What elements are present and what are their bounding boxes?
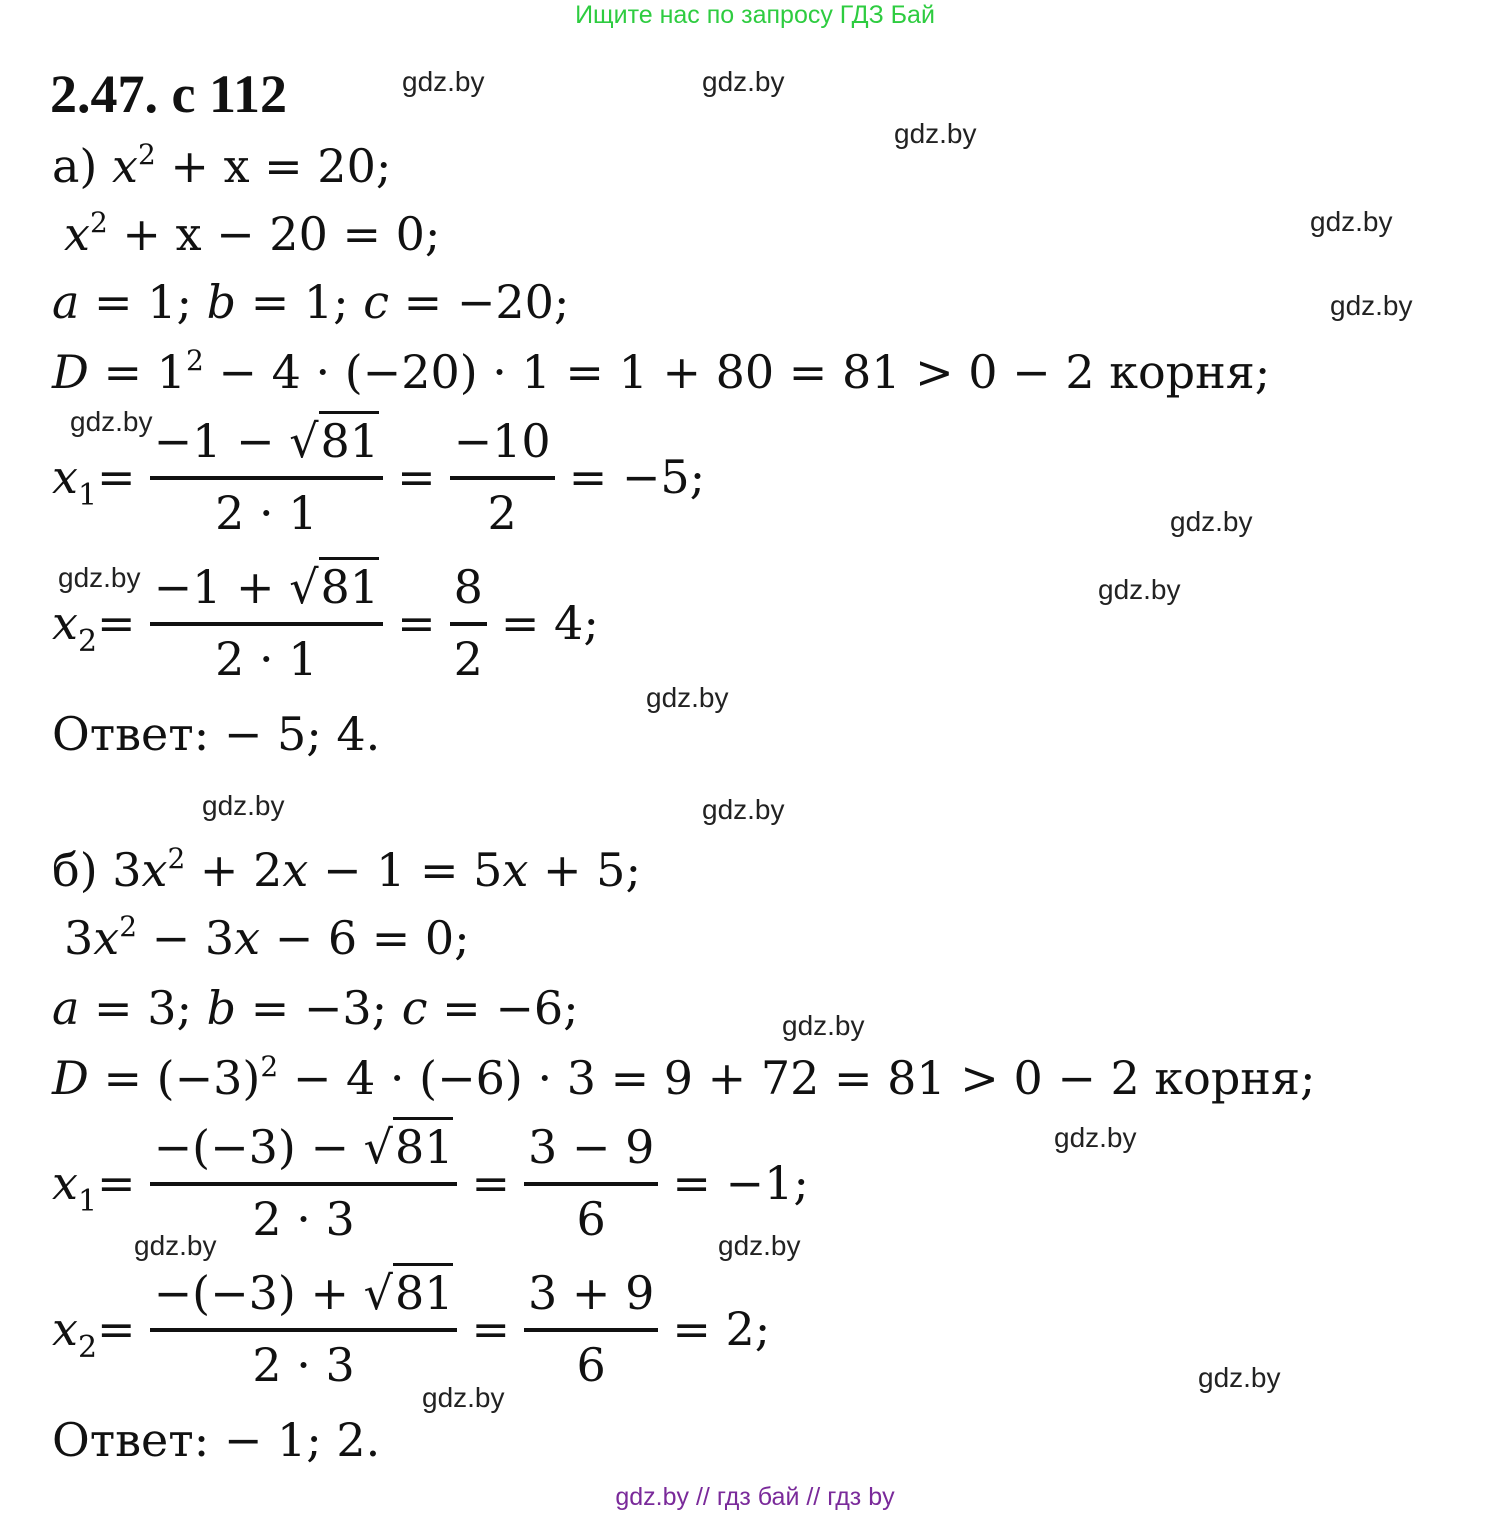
- watermark: gdz.by: [202, 790, 285, 821]
- watermark: gdz.by: [702, 794, 785, 825]
- exercise-title: 2.47. с 112: [50, 64, 287, 124]
- fraction: $\frac{-(-3) + √81}{2 \cdot 3}$: [150, 1264, 458, 1394]
- part-b-equation: б) $3x^2 + 2x - 1 = 5x + 5$;: [52, 842, 641, 897]
- part-b-answer: Ответ: − 1; 2.: [52, 1413, 381, 1467]
- fraction: $\frac{-1 - √81}{2 \cdot 1}$: [150, 412, 383, 542]
- top-banner: Ищите нас по запросу ГДЗ Бай: [575, 1, 935, 29]
- fraction: $\frac{8}{2}$: [450, 558, 487, 688]
- part-a-coefficients: a = 1; b = 1; c = −20;: [52, 275, 570, 329]
- watermark: gdz.by: [70, 406, 153, 437]
- part-a-equation: а) $x^2 + x = 20$;: [52, 138, 392, 193]
- part-a-answer: Ответ: − 5; 4.: [52, 707, 381, 761]
- fraction: $\frac{-1 + √81}{2 \cdot 1}$: [150, 558, 383, 688]
- part-b-root-x2: $x_2$ = $\frac{-(-3) + √81}{2 \cdot 3}$ = $\frac{3 + 9}{6}$ = 2;: [52, 1264, 770, 1394]
- part-b-coefficients: a = 3; b = −3; c = −6;: [52, 981, 579, 1035]
- watermark: gdz.by: [718, 1230, 801, 1261]
- fraction: $\frac{3 + 9}{6}$: [524, 1264, 658, 1394]
- watermark: gdz.by: [894, 118, 977, 149]
- watermark: gdz.by: [1170, 506, 1253, 537]
- part-b-root-x1: $x_1$ = $\frac{-(-3) - √81}{2 \cdot 3}$ = $\frac{3 - 9}{6}$ = −1;: [52, 1118, 809, 1248]
- part-b-discriminant: $D = (-3)^2 - 4 \cdot (-6) \cdot 3 = 9 + 72 = 81 > 0 - 2$ корня;: [52, 1050, 1316, 1105]
- watermark: gdz.by: [702, 66, 785, 97]
- watermark: gdz.by: [402, 66, 485, 97]
- watermark: gdz.by: [1098, 574, 1181, 605]
- part-a-root-x1: $x_1$ = $\frac{-1 - √81}{2 \cdot 1}$ = $\frac{-10}{2}$ = −5;: [52, 412, 705, 542]
- fraction: $\frac{-(-3) - √81}{2 \cdot 3}$: [150, 1118, 458, 1248]
- part-b-standard-form: $3x^2 - 3x - 6 = 0$;: [64, 910, 470, 965]
- watermark: gdz.by: [1198, 1362, 1281, 1393]
- part-a-standard-form: $x^2 + x - 20 = 0$;: [64, 206, 441, 261]
- watermark: gdz.by: [782, 1010, 865, 1041]
- bottom-banner: gdz.by // гдз бай // гдз by: [615, 1483, 895, 1511]
- fraction: $\frac{3 - 9}{6}$: [524, 1118, 658, 1248]
- part-a-root-x2: $x_2$ = $\frac{-1 + √81}{2 \cdot 1}$ = $\frac{8}{2}$ = 4;: [52, 558, 599, 688]
- watermark: gdz.by: [646, 682, 729, 713]
- watermark: gdz.by: [1054, 1122, 1137, 1153]
- watermark: gdz.by: [1330, 290, 1413, 321]
- watermark: gdz.by: [422, 1382, 505, 1413]
- part-a-discriminant: $D = 1^2 - 4 \cdot (-20) \cdot 1 = 1 + 80 = 81 > 0 - 2$ корня;: [52, 344, 1271, 399]
- fraction: $\frac{-10}{2}$: [450, 412, 555, 542]
- watermark: gdz.by: [58, 562, 141, 593]
- watermark: gdz.by: [134, 1230, 217, 1261]
- watermark: gdz.by: [1310, 206, 1393, 237]
